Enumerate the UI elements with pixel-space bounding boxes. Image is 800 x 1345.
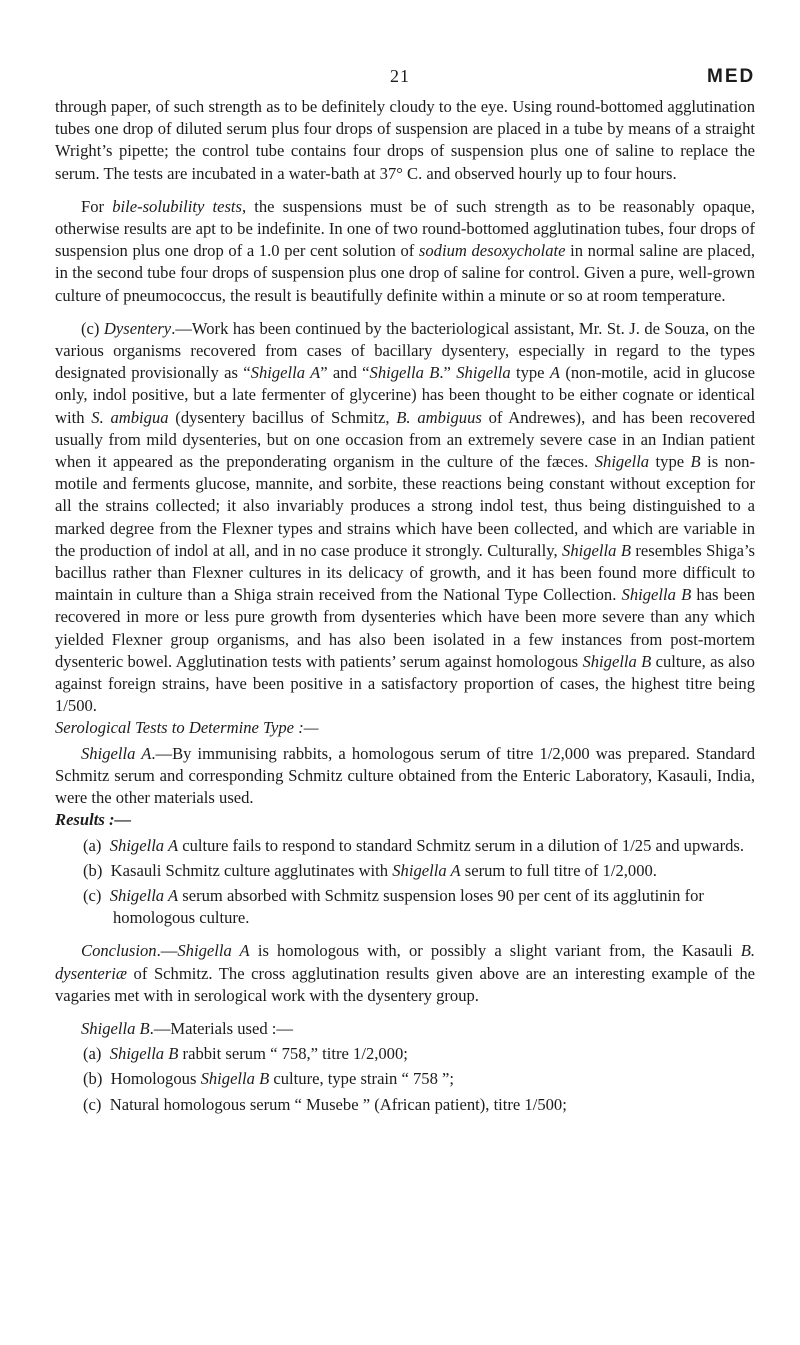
heading-serological-tests: Serological Tests to Determine Type :—	[55, 718, 319, 738]
running-head: MED	[707, 66, 756, 87]
paragraph-bile-solubility: For bile-solubility tests, the suspensions must be of such strength as to be reasonably opaque, otherwise results are apt to be indefinite. In one of two round-bottomed agglutination tubes, four drops of suspension plus one drop of a 1.0 per cent solution of sodium desoxycholate in normal saline are placed, in the second tube four drops of suspension plus one drop of saline for control. Given a pure, well-grown culture of pneumococcus, the result is beautifully definite within a minute or so at room temperature.	[55, 196, 756, 305]
list-item: (c) Natural homologous serum “ Musebe ” (African patient), titre 1/500;	[83, 1094, 567, 1114]
page-number: 21	[390, 66, 410, 86]
materials-list	[55, 1043, 755, 1116]
paragraph-agglutination-method: through paper, of such strength as to be definitely cloudy to the eye. Using round-bottomed agglutination tubes one drop of diluted serum plus four drops of suspension are placed in a tube by means of a straight Wright’s pipette; the control tube contains four drops of suspension plus one of saline to replace the serum. The tests are incubated in a water-bath at 37° C. and observed hourly up to four hours.	[55, 97, 755, 183]
list-item: (a) Shigella B rabbit serum “ 758,” titre 1/2,000;	[83, 1044, 408, 1064]
paragraph-conclusion: Conclusion.—Shigella A is homologous with, or possibly a slight variant from, the Kasauli B. dysenteriæ of Schmitz. The cross agglutination results given above are an interesting example of the vagaries met with in serological work with the dysentery group.	[55, 941, 755, 1005]
results-list	[55, 835, 755, 930]
body-text	[55, 96, 755, 1116]
list-item: (a) Shigella A culture fails to respond to standard Schmitz serum in a dilution of 1/25 and upwards.	[83, 835, 745, 855]
list-item: (c) Shigella A serum absorbed with Schmitz suspension loses 90 per cent of its agglutinin for homologous culture.	[83, 885, 704, 928]
paragraph-shigella-b-materials: Shigella B.—Materials used :—	[81, 1018, 293, 1038]
heading-results: Results :—	[55, 810, 132, 830]
list-item: (b) Kasauli Schmitz culture agglutinates with Shigella A serum to full titre of 1/2,000.	[83, 860, 657, 880]
list-item: (b) Homologous Shigella B culture, type strain “ 758 ”;	[83, 1069, 455, 1089]
paragraph-shigella-a: Shigella A.—By immunising rabbits, a homologous serum of titre 1/2,000 was prepared. Standard Schmitz serum and corresponding Schmitz culture obtained from the Enteric Laboratory, Kasauli, India, were the other materials used.	[55, 743, 756, 808]
paragraph-dysentery: (c) Dysentery.—Work has been continued by the bacteriological assistant, Mr. St. J. de Souza, on the various organisms recovered from cases of bacillary dysentery, especially in regard to the types designated provisionally as “Shigella A” and “Shigella B.” Shigella type A (non-motile, acid in glucose only, indol positive, but a late fermenter of glycerine) has been thought to be either cognate or identical with S. ambigua (dysentery bacillus of Schmitz, B. ambiguus of Andrewes), and has been recovered usually from mild dysenteries, but on one occasion from an extremely severe case in an Indian patient when it appeared as the preponderating organism in the culture of the fæces. Shigella type B is non-motile and ferments glucose, mannite, and sorbite, these reactions being constant without exception for all the strains collected; it also invariably produces a strong indol test, thus being distinguished to a marked degree from the Flexner types and strains which have been collected, and which are variable in the production of indol at all, and in no case produce it strongly. Culturally, Shigella B resembles Shiga’s bacillus rather than Flexner cultures in its delicacy of growth, and it has been found more difficult to maintain in culture than a Shiga strain received from the National Type Collection. Shigella B has been recovered in more or less pure growth from dysenteries which have been more severe than any which yielded Flexner group organisms, and has also been isolated in a few instances from post-mortem dysenteric bowel. Agglutination tests with patients’ serum against homologous Shigella B culture, as also against foreign strains, have been positive in a satisfactory proportion of cases, the highest titre being 1/500.	[55, 318, 756, 716]
